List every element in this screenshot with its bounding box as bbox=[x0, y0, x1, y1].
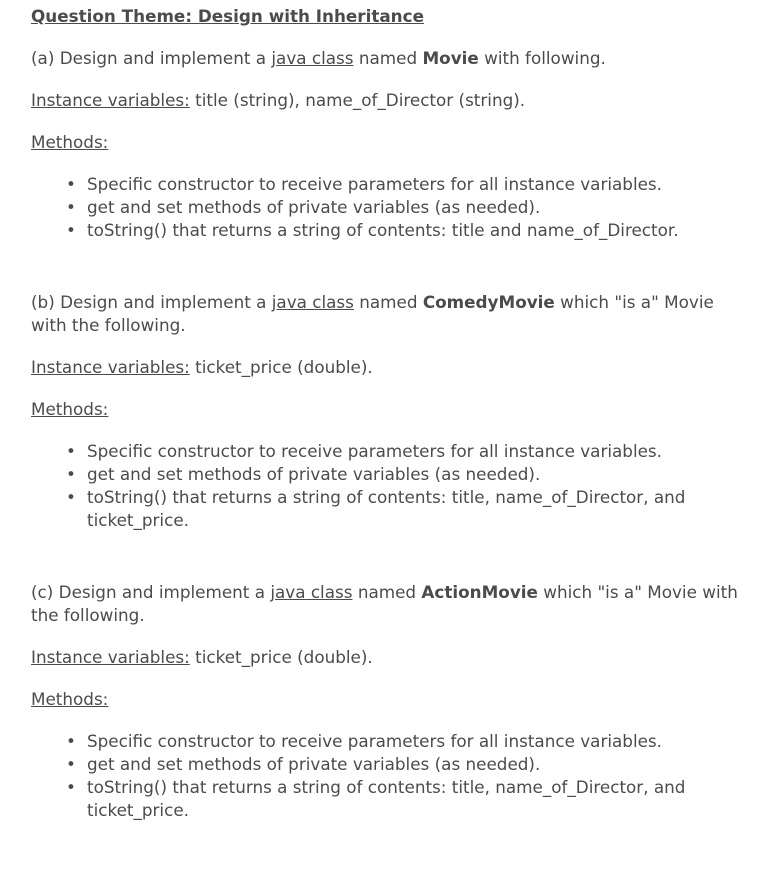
method-text: toString() that returns a string of contents: title and name_of_Director. bbox=[87, 220, 679, 240]
bullet-icon: • bbox=[66, 777, 76, 797]
method-text: get and set methods of private variables (as needed). bbox=[87, 464, 541, 484]
section-c-intro-suffix: which "is a" Movie with the following. bbox=[31, 582, 738, 625]
method-text: toString() that returns a string of contents: title, name_of_Director, and ticket_price. bbox=[87, 487, 686, 530]
section-a-intro-prefix: (a) Design and implement a bbox=[31, 48, 272, 68]
section-b bbox=[31, 291, 752, 532]
question-theme-heading: Question Theme: Design with Inheritance bbox=[31, 6, 424, 26]
section-c-java-class-link[interactable]: java class bbox=[270, 582, 353, 602]
bullet-icon: • bbox=[66, 487, 76, 507]
section-c-intro bbox=[31, 581, 752, 627]
section-a-intro bbox=[31, 47, 752, 70]
list-item bbox=[66, 753, 752, 776]
bullet-icon: • bbox=[66, 441, 76, 461]
section-b-methods-list bbox=[31, 440, 752, 532]
section-spacer bbox=[31, 242, 752, 291]
section-b-intro-suffix: which "is a" Movie with the following. bbox=[31, 292, 714, 335]
method-text: Specific constructor to receive parameters for all instance variables. bbox=[87, 441, 663, 461]
method-text: Specific constructor to receive parameters for all instance variables. bbox=[87, 174, 663, 194]
section-c-instance-label: Instance variables: bbox=[31, 647, 190, 667]
list-item bbox=[66, 440, 752, 463]
bullet-icon: • bbox=[66, 731, 76, 751]
method-text: Specific constructor to receive parameters for all instance variables. bbox=[87, 731, 663, 751]
section-a-named: named bbox=[353, 48, 423, 68]
bullet-icon: • bbox=[66, 174, 76, 194]
list-item bbox=[66, 730, 752, 753]
section-a-instance-label: Instance variables: bbox=[31, 90, 190, 110]
section-a-class-name: Movie bbox=[422, 48, 479, 68]
method-text: get and set methods of private variables (as needed). bbox=[87, 197, 541, 217]
method-text: get and set methods of private variables (as needed). bbox=[87, 754, 541, 774]
section-a-methods-list bbox=[31, 173, 752, 242]
section-b-instance-variables bbox=[31, 356, 752, 379]
section-a-intro-suffix: with following. bbox=[478, 48, 606, 68]
bullet-icon: • bbox=[66, 220, 76, 240]
section-spacer bbox=[31, 532, 752, 581]
section-c-instance-text: ticket_price (double). bbox=[189, 647, 373, 667]
section-b-instance-text: ticket_price (double). bbox=[189, 357, 373, 377]
section-a-java-class-link[interactable]: java class bbox=[271, 48, 354, 68]
bullet-icon: • bbox=[66, 464, 76, 484]
section-a bbox=[31, 47, 752, 242]
section-c bbox=[31, 581, 752, 822]
section-a-instance-variables bbox=[31, 89, 752, 112]
section-c-methods-label: Methods: bbox=[31, 689, 109, 709]
section-b-methods-label: Methods: bbox=[31, 399, 109, 419]
section-b-intro bbox=[31, 291, 752, 337]
section-b-java-class-link[interactable]: java class bbox=[271, 292, 354, 312]
section-c-methods-list bbox=[31, 730, 752, 822]
section-a-instance-text: title (string), name_of_Director (string). bbox=[189, 90, 526, 110]
section-b-class-name: ComedyMovie bbox=[422, 292, 555, 312]
section-a-methods-label: Methods: bbox=[31, 132, 109, 152]
section-b-instance-label: Instance variables: bbox=[31, 357, 190, 377]
list-item bbox=[66, 196, 752, 219]
section-c-instance-variables bbox=[31, 646, 752, 669]
bullet-icon: • bbox=[66, 754, 76, 774]
section-b-intro-prefix: (b) Design and implement a bbox=[31, 292, 272, 312]
list-item bbox=[66, 463, 752, 486]
bullet-icon: • bbox=[66, 197, 76, 217]
method-text: toString() that returns a string of contents: title, name_of_Director, and ticket_price. bbox=[87, 777, 686, 820]
list-item bbox=[66, 219, 752, 242]
list-item bbox=[66, 486, 752, 532]
section-c-class-name: ActionMovie bbox=[421, 582, 538, 602]
section-b-named: named bbox=[353, 292, 423, 312]
section-c-intro-prefix: (c) Design and implement a bbox=[31, 582, 271, 602]
section-c-named: named bbox=[352, 582, 422, 602]
list-item bbox=[66, 776, 752, 822]
list-item bbox=[66, 173, 752, 196]
